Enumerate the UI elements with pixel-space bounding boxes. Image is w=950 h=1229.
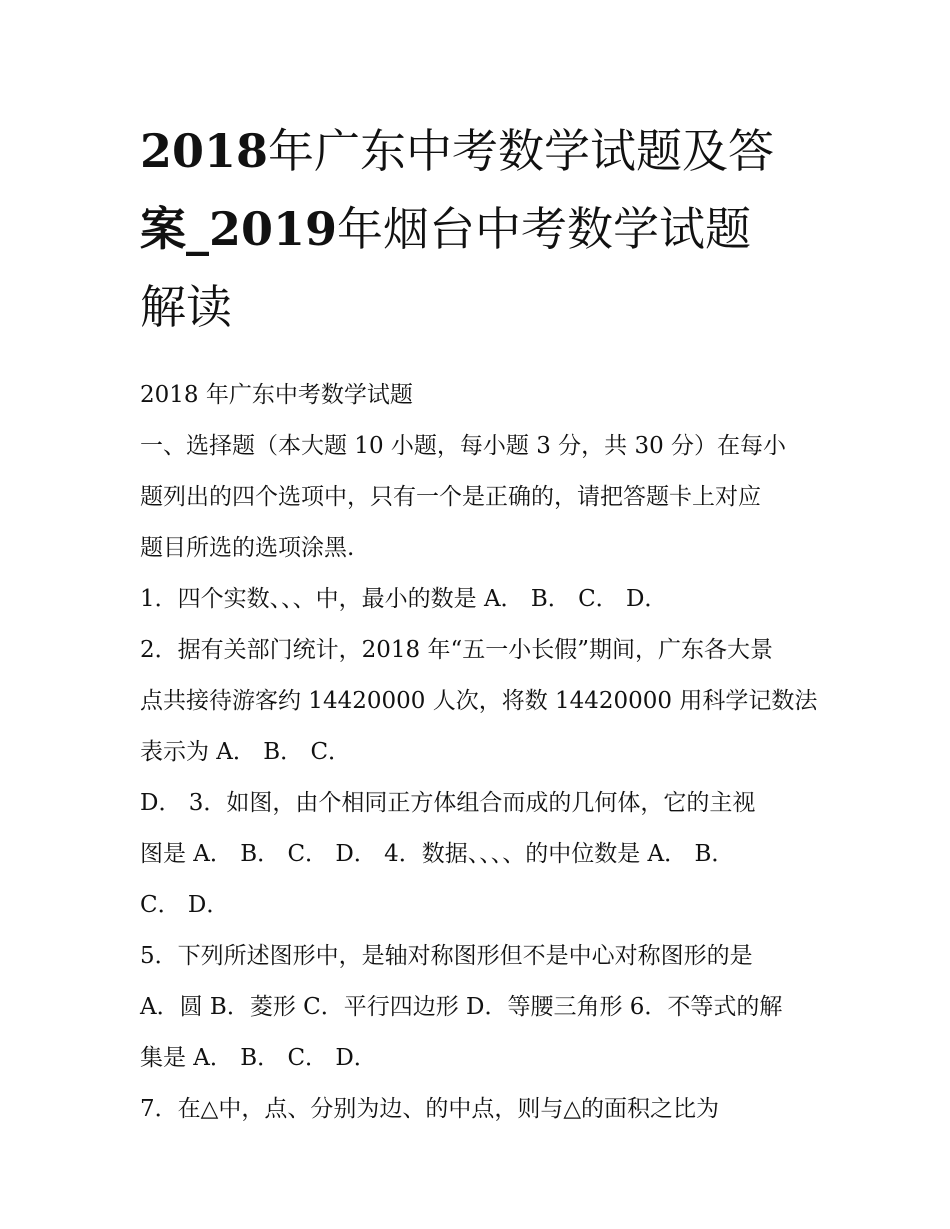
text-line: 题列出的四个选项中，只有一个是正确的，请把答题卡上对应	[140, 484, 761, 510]
document-title	[140, 112, 820, 346]
title-segment-3: 年烟台中考数学试题	[337, 202, 752, 256]
text-line: 图是 A． B． C． D． 4．数据、、、、的中位数是 A． B．	[140, 841, 735, 867]
text-line: 一、选择题（本大题 10 小题，每小题 3 分，共 30 分）在每小	[140, 433, 787, 459]
text-line: 5．下列所述图形中，是轴对称图形但不是中心对称图形的是	[140, 943, 753, 969]
text-line: 2．据有关部门统计，2018 年“五一小长假”期间，广东各大景	[140, 637, 773, 663]
text-line: 表示为 A． B． C．	[140, 739, 352, 765]
title-year-2018: 2018	[140, 124, 269, 178]
text-line: 题目所选的选项涂黑.	[140, 535, 355, 561]
text-line: A．圆 B．菱形 C．平行四边形 D．等腰三角形 6．不等式的解	[140, 994, 783, 1020]
text-line: 点共接待游客约 14420000 人次，将数 14420000 用科学记数法	[140, 688, 818, 714]
text-line: 7．在△中，点、分别为边、的中点，则与△的面积之比为	[140, 1096, 720, 1122]
text-line: 1．四个实数、、、中，最小的数是 A． B． C． D．	[140, 586, 668, 612]
title-segment-2: 案_2019	[140, 202, 338, 256]
text-line: C． D．	[140, 892, 230, 918]
title-segment-1: 年广东中考数学试题及答	[268, 124, 775, 178]
text-line: 集是 A． B． C． D．	[140, 1045, 377, 1071]
document-page	[140, 112, 820, 1135]
title-segment-4: 解读	[140, 280, 232, 334]
text-line: 2018 年广东中考数学试题	[140, 382, 413, 408]
text-line: D． 3．如图，由个相同正方体组合而成的几何体，它的主视	[140, 790, 756, 816]
document-body	[140, 370, 820, 1135]
